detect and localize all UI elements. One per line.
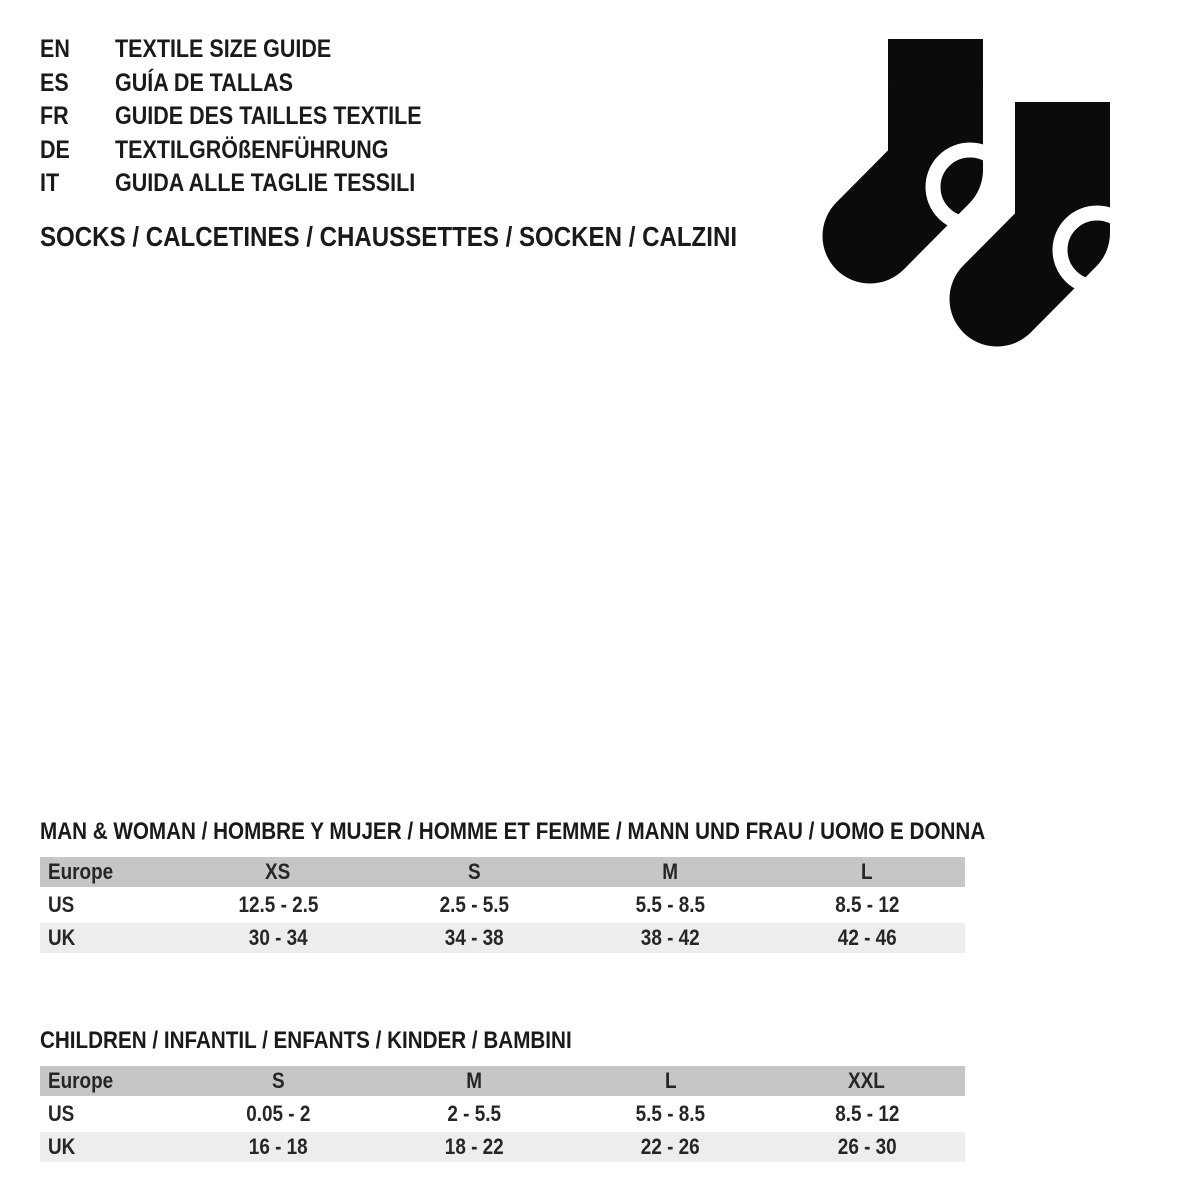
row-label-cell: UK [48, 925, 76, 950]
size-cell: 0.05 - 2 [246, 1101, 311, 1126]
header-cell: S [271, 1068, 285, 1093]
language-code: FR [40, 102, 69, 131]
size-cell: 38 - 42 [641, 925, 701, 950]
size-cell: 30 - 34 [248, 925, 308, 950]
language-label: GUÍA DE TALLAS [115, 68, 293, 97]
size-cell: 2 - 5.5 [447, 1101, 502, 1126]
table-header-row [40, 1066, 965, 1096]
header-cell: M [466, 1068, 483, 1093]
size-cell: 12.5 - 2.5 [238, 892, 319, 917]
table-title: MAN & WOMAN / HOMBRE Y MUJER / HOMME ET FEMME / MANN UND FRAU / UOMO E DONNA [40, 818, 986, 845]
language-code: EN [40, 35, 70, 64]
header-cell: XXL [848, 1068, 886, 1093]
language-code: DE [40, 135, 70, 164]
socks-icon [810, 25, 1130, 350]
language-code: IT [40, 169, 60, 198]
language-label: GUIDA ALLE TAGLIE TESSILI [115, 169, 416, 198]
header-cell: Europe [48, 1068, 114, 1093]
row-label-cell: US [48, 1101, 75, 1126]
size-table-man-woman [40, 818, 986, 956]
header-cell: L [861, 859, 873, 884]
right-sock [997, 84, 1130, 299]
left-sock [870, 39, 1007, 236]
header-cell: XS [265, 859, 291, 884]
size-table-children [40, 1027, 965, 1165]
table-row [40, 923, 965, 953]
size-cell: 16 - 18 [248, 1134, 308, 1159]
size-cell: 5.5 - 8.5 [635, 1101, 706, 1126]
table-row [40, 890, 965, 920]
row-label-cell: UK [48, 1134, 76, 1159]
language-row [40, 134, 472, 168]
size-cell: 18 - 22 [444, 1134, 504, 1159]
header-cell: M [662, 859, 679, 884]
language-row [40, 67, 472, 101]
table-row [40, 1099, 965, 1129]
language-title-list [40, 33, 472, 201]
size-cell: 8.5 - 12 [834, 892, 899, 917]
language-code: ES [40, 68, 69, 97]
row-label-cell: US [48, 892, 75, 917]
table-title: CHILDREN / INFANTIL / ENFANTS / KINDER / BAMBINI [40, 1027, 572, 1054]
size-cell: 34 - 38 [444, 925, 504, 950]
language-row [40, 167, 472, 201]
language-row [40, 100, 472, 134]
language-label: GUIDE DES TAILLES TEXTILE [115, 102, 422, 131]
size-cell: 26 - 30 [837, 1134, 897, 1159]
language-label: TEXTILGRÖßENFÜHRUNG [115, 135, 389, 164]
table-row [40, 1132, 965, 1162]
table-header-row [40, 857, 965, 887]
language-label: TEXTILE SIZE GUIDE [115, 35, 332, 64]
language-row [40, 33, 472, 67]
size-cell: 22 - 26 [641, 1134, 701, 1159]
size-cell: 2.5 - 5.5 [439, 892, 510, 917]
size-cell: 8.5 - 12 [834, 1101, 899, 1126]
header-cell: S [468, 859, 481, 884]
header-cell: L [664, 1068, 677, 1093]
size-cell: 5.5 - 8.5 [635, 892, 706, 917]
size-cell: 42 - 46 [837, 925, 897, 950]
category-line: SOCKS / CALCETINES / CHAUSSETTES / SOCKEN / CALZINI [40, 221, 738, 252]
header-cell: Europe [48, 859, 114, 884]
